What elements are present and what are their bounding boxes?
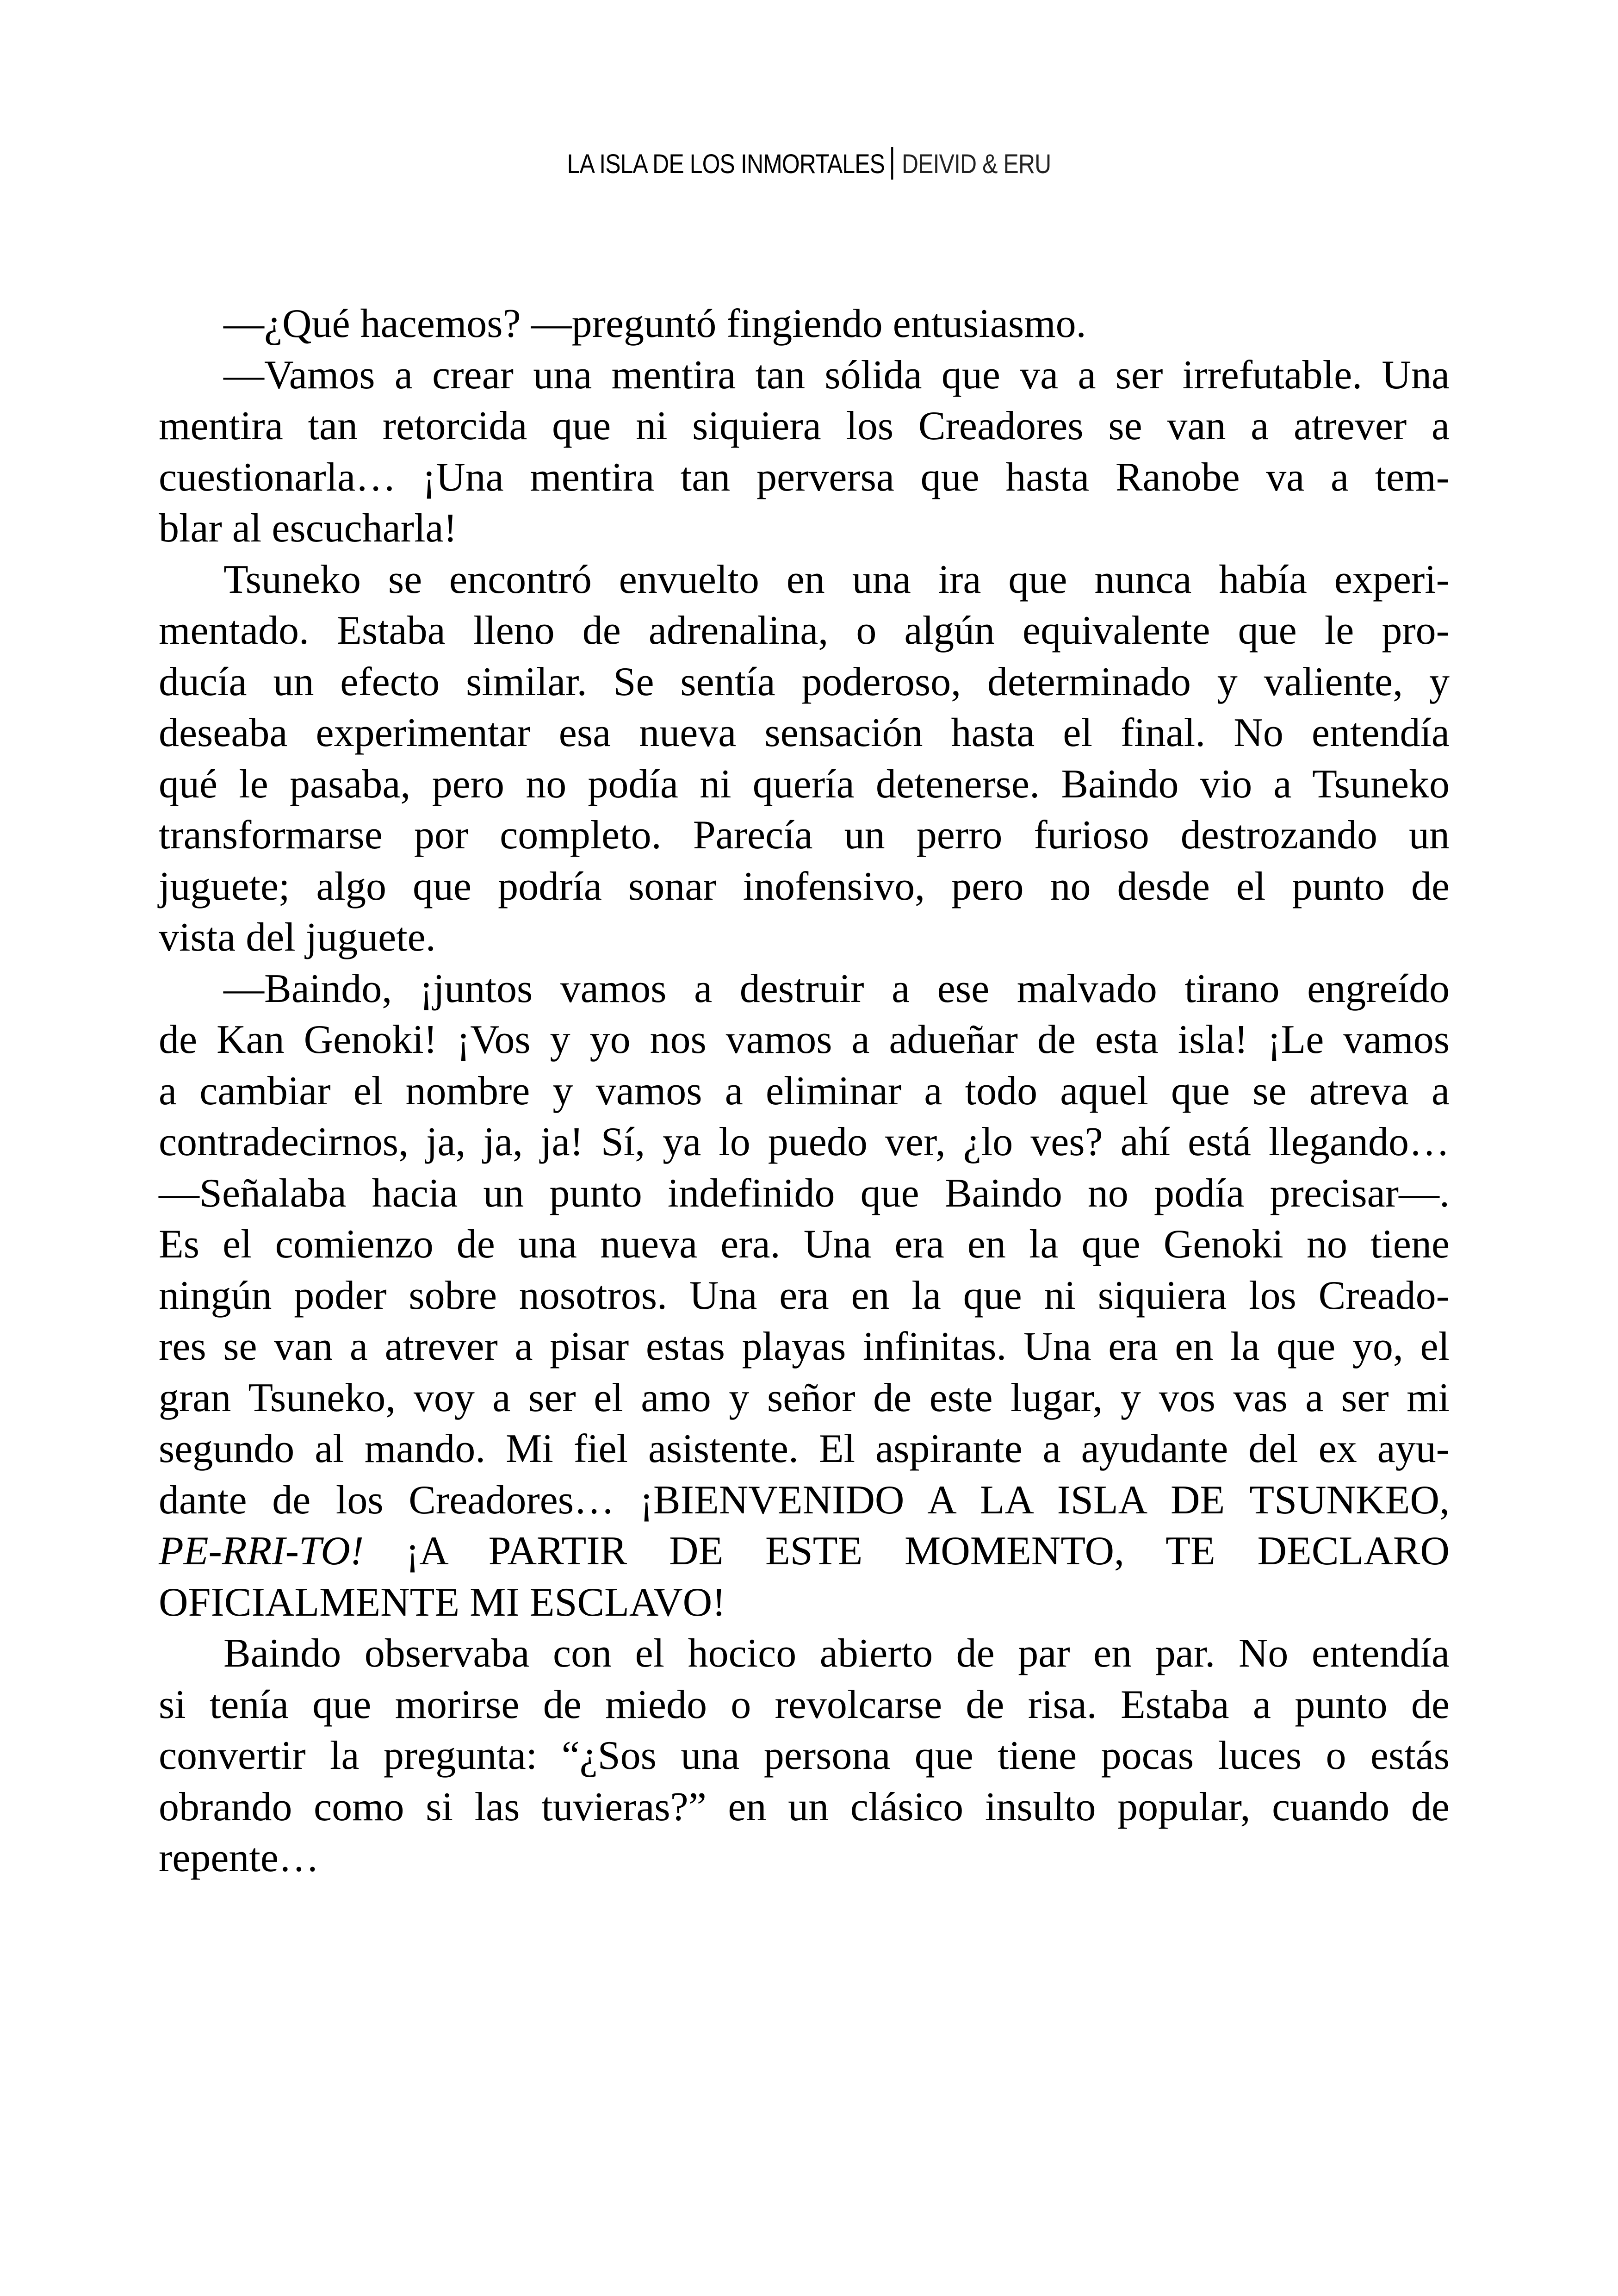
line-text: a cambiar el nombre y vamos a eliminar a todo aquel que se atreva a [159,1068,1450,1114]
header-separator [891,147,893,180]
text-line [159,605,1450,657]
line-text: ducía un efecto similar. Se sentía poderoso, determinado y valiente, y [159,659,1450,704]
line-text: de Kan Genoki! ¡Vos y yo nos vamos a adueñar de esta isla! ¡Le vamos [159,1017,1450,1062]
line-text: convertir la pregunta: “¿Sos una persona que tiene pocas luces o estás [159,1733,1450,1778]
text-line [159,1475,1450,1526]
text-line [159,1577,1450,1629]
line-text: ningún poder sobre nosotros. Una era en la que ni siquiera los Creado- [159,1273,1450,1318]
body-text [159,299,1450,1884]
line-text: deseaba experimentar esa nueva sensación hasta el final. No entendía [159,710,1450,755]
line-text: —Vamos a crear una mentira tan sólida que va a ser irrefutable. Una [223,352,1450,398]
text-line [159,350,1450,401]
text-line [159,503,1450,554]
text-line [159,1219,1450,1270]
text-line [159,1730,1450,1782]
text-line [159,1628,1450,1680]
text-line [159,964,1450,1015]
text-line [159,554,1450,606]
line-text: juguete; algo que podría sonar inofensivo, pero no desde el punto de [159,864,1450,909]
line-text: mentado. Estaba lleno de adrenalina, o algún equivalente que le pro- [159,608,1450,653]
text-line [159,1066,1450,1117]
text-line [159,1680,1450,1731]
line-text: —Señalaba hacia un punto indefinido que Baindo no podía precisar—. [159,1170,1450,1216]
text-line [159,1014,1450,1066]
text-line [159,1424,1450,1475]
line-text: segundo al mando. Mi fiel asistente. El aspirante a ayudante del ex ayu- [159,1426,1450,1471]
text-line [159,1782,1450,1833]
line-text: res se van a atrever a pisar estas playas infinitas. Una era en la que yo, el [159,1324,1450,1369]
line-text: si tenía que morirse de miedo o revolcarse de risa. Estaba a punto de [159,1682,1450,1727]
line-text: dante de los Creadores… ¡BIENVENIDO A LA ISLA DE TSUNKEO, [159,1477,1450,1523]
text-line [159,1373,1450,1424]
line-text: —¿Qué hacemos? —preguntó fingiendo entusiasmo. [223,301,1086,346]
text-line [159,861,1450,913]
line-text: mentira tan retorcida que ni siquiera los Creadores se van a atrever a [159,404,1450,448]
book-title: LA ISLA DE LOS INMORTALES [567,149,885,179]
line-text: obrando como si las tuvieras?” en un clásico insulto popular, cuando de [159,1784,1450,1829]
line-text: qué le pasaba, pero no podía ni quería detenerse. Baindo vio a Tsuneko [159,761,1450,807]
line-text: repente… [159,1836,319,1880]
line-text: ¡A PARTIR DE ESTE MOMENTO, TE DECLARO [364,1529,1450,1574]
text-line [159,1117,1450,1168]
text-line [159,401,1450,452]
text-line [159,810,1450,861]
line-text: Baindo observaba con el hocico abierto de par en par. No entendía [223,1631,1450,1676]
text-line [159,1168,1450,1220]
text-line [159,299,1450,350]
text-line [159,708,1450,759]
text-line [159,912,1450,964]
line-text: transformarse por completo. Parecía un perro furioso destrozando un [159,813,1450,858]
line-text: Tsuneko se encontró envuelto en una ira que nunca había experi- [223,557,1450,602]
line-text: Es el comienzo de una nueva era. Una era en la que Genoki no tiene [159,1222,1450,1267]
line-text: blar al escucharla! [159,506,457,551]
running-header [113,147,1505,180]
text-line [159,1526,1450,1577]
line-text: gran Tsuneko, voy a ser el amo y señor de este lugar, y vos vas a ser mi [159,1375,1450,1420]
text-line [159,1270,1450,1322]
text-line [159,1833,1450,1884]
book-authors: DEIVID & ERU [902,149,1051,179]
italic-text: PE-RRI-TO! [159,1529,364,1574]
line-text: —Baindo, ¡juntos vamos a destruir a ese malvado tirano engreído [223,966,1450,1011]
text-line [159,657,1450,708]
line-text: OFICIALMENTE MI ESCLAVO! [159,1580,726,1625]
text-line [159,452,1450,504]
line-text: cuestionarla… ¡Una mentira tan perversa que hasta Ranobe va a tem- [159,454,1450,500]
text-line [159,1321,1450,1373]
line-text: contradecirnos, ja, ja, ja! Sí, ya lo puedo ver, ¿lo ves? ahí está llegando… [159,1120,1450,1164]
line-text: vista del juguete. [159,915,436,960]
text-line [159,759,1450,810]
